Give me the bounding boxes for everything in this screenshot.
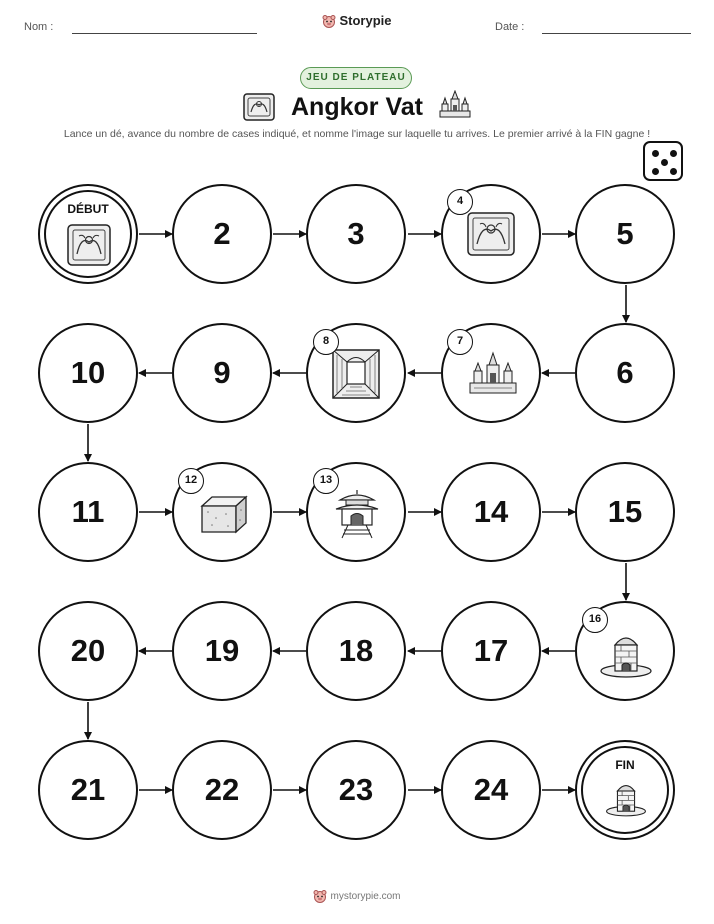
carved-relief-icon — [67, 224, 111, 271]
cell-number: 9 — [213, 355, 231, 390]
cell-number: 18 — [338, 633, 374, 668]
stone-tower-icon — [599, 629, 653, 684]
cell-number: 5 — [616, 216, 634, 251]
board-cell-19 — [172, 601, 272, 701]
cell-number: 21 — [70, 772, 106, 807]
cell-number: 10 — [70, 355, 106, 390]
cell-badge-4: 4 — [447, 189, 473, 215]
name-label: Nom : — [24, 21, 54, 33]
board-cell-6 — [575, 323, 675, 423]
board-cell-2 — [172, 184, 272, 284]
cell-number: 19 — [204, 633, 240, 668]
stone-tower-icon — [605, 778, 647, 823]
board-cell-11 — [38, 462, 138, 562]
carved-relief-icon — [467, 212, 515, 261]
board-cell-10 — [38, 323, 138, 423]
cell-number: 2 — [213, 216, 231, 251]
board-cell-15 — [575, 462, 675, 562]
cell-number: 24 — [473, 772, 509, 807]
cell-number: 22 — [204, 772, 240, 807]
cell-badge-13: 13 — [313, 468, 339, 494]
board-cell-9 — [172, 323, 272, 423]
cell-number: 23 — [338, 772, 374, 807]
cell-number: 17 — [473, 633, 509, 668]
board-cell-14 — [441, 462, 541, 562]
board-cell-end — [575, 740, 675, 840]
pagoda-gate-icon — [332, 488, 382, 545]
stone-corridor-icon — [332, 349, 380, 404]
board-cell-3 — [306, 184, 406, 284]
cell-number: 11 — [71, 494, 105, 529]
cell-badge-16: 16 — [582, 607, 608, 633]
cell-badge-8: 8 — [313, 329, 339, 355]
board-cell-20 — [38, 601, 138, 701]
cell-number: 15 — [607, 494, 643, 529]
board-cell-23 — [306, 740, 406, 840]
instructions: Lance un dé, avance du nombre de cases indiqué, et nomme l'image sur laquelle tu arrives. Le premier arrivé à la FIN gagne ! — [63, 128, 651, 140]
footer — [0, 889, 714, 906]
board-cell-18 — [306, 601, 406, 701]
game-type-badge: JEU DE PLATEAU — [300, 67, 412, 89]
cell-badge-7: 7 — [447, 329, 473, 355]
board-cell-22 — [172, 740, 272, 840]
cell-number: 6 — [616, 355, 634, 390]
temple-icon — [468, 351, 518, 402]
cell-number: 3 — [347, 216, 365, 251]
cell-number: 20 — [70, 633, 106, 668]
board-cell-21 — [38, 740, 138, 840]
date-label: Date : — [495, 21, 525, 33]
board-cell-17 — [441, 601, 541, 701]
brand-name: Storypie — [339, 13, 392, 28]
end-label: FIN — [615, 758, 635, 772]
start-label: DÉBUT — [67, 202, 109, 216]
footer-site[interactable]: mystorypie.com — [330, 891, 401, 902]
cell-badge-12: 12 — [178, 468, 204, 494]
board-cell-24 — [441, 740, 541, 840]
board-cell-start — [38, 184, 138, 284]
cell-number: 14 — [473, 494, 509, 529]
storypie-logo-icon — [313, 889, 327, 906]
stone-block-icon — [198, 494, 248, 539]
board-cell-5 — [575, 184, 675, 284]
page-title: Angkor Vat — [291, 93, 423, 121]
